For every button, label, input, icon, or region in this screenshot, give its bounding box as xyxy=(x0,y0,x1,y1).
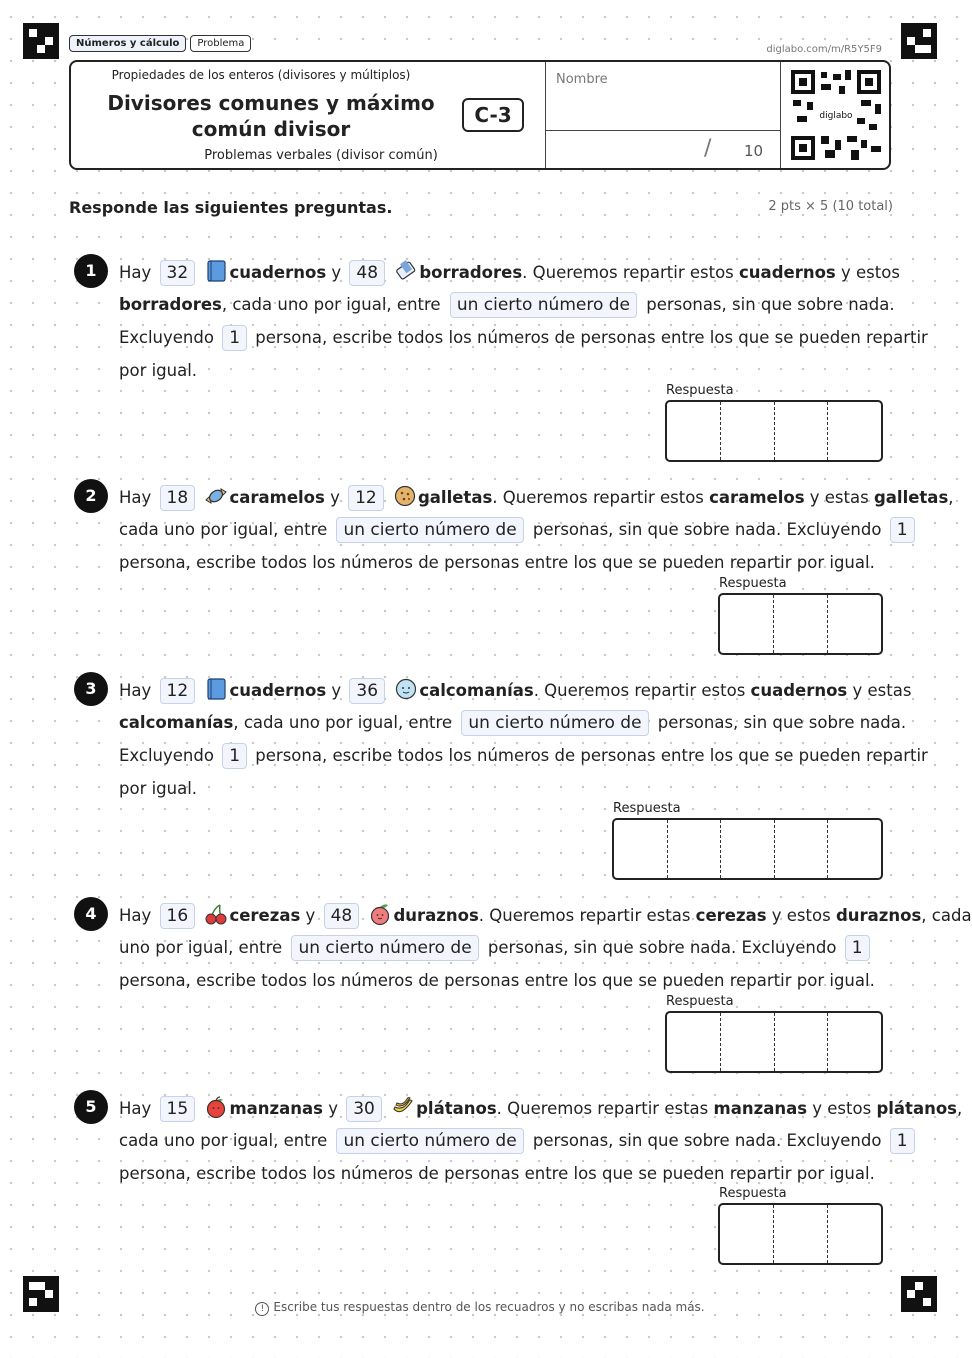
text: Hay xyxy=(119,263,152,282)
answer-cell[interactable] xyxy=(721,820,775,878)
text: persona, escribe todos los números de personas entre los que se pueden repartir por igual. xyxy=(119,553,875,572)
answer-cell[interactable] xyxy=(828,1205,881,1263)
question-line xyxy=(119,1161,875,1187)
category-tags xyxy=(69,35,251,52)
text: persona, escribe todos los números de personas entre los que se pueden repartir por igual. xyxy=(119,1164,875,1183)
text: por igual. xyxy=(119,779,198,798)
answer-label: Respuesta xyxy=(719,576,787,591)
score-total: 10 xyxy=(744,142,764,160)
title-block xyxy=(71,62,546,168)
text: cada uno por igual, entre xyxy=(119,520,328,539)
answer-label: Respuesta xyxy=(666,383,734,398)
text: persona, escribe todos los números de personas entre los que se pueden repartir xyxy=(255,746,928,765)
text: . Queremos repartir estos xyxy=(533,681,751,700)
number-box: 18 xyxy=(160,485,196,511)
text: , xyxy=(948,488,954,507)
text: y estos xyxy=(807,1099,877,1118)
number-box: 48 xyxy=(324,903,360,929)
text: y xyxy=(331,263,342,282)
answer-cell[interactable] xyxy=(828,402,881,460)
answer-cell[interactable] xyxy=(720,595,774,653)
number-box: 1 xyxy=(222,743,247,769)
question-line xyxy=(119,776,197,802)
answer-cell[interactable] xyxy=(775,1013,829,1071)
question-line xyxy=(119,484,954,511)
bold-text: galletas xyxy=(873,488,949,507)
candy-icon xyxy=(204,484,228,508)
text: uno por igual, entre xyxy=(119,938,283,957)
bold-text: duraznos xyxy=(835,906,922,925)
bold-text: caramelos xyxy=(709,488,805,507)
question-line xyxy=(119,1128,918,1154)
answer-box[interactable] xyxy=(665,400,883,462)
bold-text: cerezas xyxy=(695,906,767,925)
subtitle: Problemas verbales (divisor común) xyxy=(204,148,438,163)
answer-cell[interactable] xyxy=(720,1205,774,1263)
question-line xyxy=(119,677,911,704)
number-box: 16 xyxy=(160,903,196,929)
text: persona, escribe todos los números de personas entre los que se pueden repartir por igual. xyxy=(119,971,875,990)
item-name: plátanos xyxy=(416,1099,497,1118)
answer-cell[interactable] xyxy=(828,595,881,653)
name-label: Nombre xyxy=(556,72,608,87)
score-slash: / xyxy=(704,136,712,161)
phrase-box: un cierto número de xyxy=(461,710,648,736)
worksheet-header xyxy=(69,60,891,170)
text: Hay xyxy=(119,681,152,700)
question-line xyxy=(119,292,895,318)
answer-label: Respuesta xyxy=(666,994,734,1009)
text: , cada uno por igual, entre xyxy=(233,713,453,732)
number-box: 30 xyxy=(346,1096,382,1122)
answer-cell[interactable] xyxy=(774,1205,828,1263)
info-icon: ! xyxy=(255,1302,269,1316)
question-line xyxy=(119,743,928,769)
text: , xyxy=(956,1099,963,1118)
notebook-icon xyxy=(204,259,228,283)
bold-text: calcomanías xyxy=(119,713,234,732)
answer-cell[interactable] xyxy=(828,1013,881,1071)
question-line xyxy=(119,550,875,576)
text: y estos xyxy=(766,906,836,925)
text: Hay xyxy=(119,906,152,925)
text: personas, sin que sobre nada. xyxy=(646,295,895,314)
number-box: 32 xyxy=(160,260,196,286)
cherry-icon xyxy=(204,902,228,926)
item-name: borradores xyxy=(419,263,523,282)
answer-cell[interactable] xyxy=(668,820,722,878)
qr-code-icon xyxy=(791,70,881,160)
question-line xyxy=(119,902,972,929)
number-box: 1 xyxy=(845,935,870,961)
text: . Queremos repartir estos xyxy=(492,488,710,507)
bold-text: borradores xyxy=(119,295,222,314)
answer-cell[interactable] xyxy=(775,820,829,878)
corner-marker-top-right xyxy=(901,23,937,59)
footer-text: Escribe tus respuestas dentro de los recuadros y no escribas nada más. xyxy=(273,1300,705,1314)
answer-cell[interactable] xyxy=(614,820,668,878)
answer-cell[interactable] xyxy=(667,402,721,460)
question-number: 1 xyxy=(74,254,108,288)
question-line xyxy=(119,325,928,351)
text: Hay xyxy=(119,488,152,507)
bold-text: cuadernos xyxy=(739,263,836,282)
text: Hay xyxy=(119,1099,152,1118)
answer-box[interactable] xyxy=(612,818,883,880)
item-name: caramelos xyxy=(229,488,325,507)
page-title xyxy=(91,90,451,142)
text: . Queremos repartir estos xyxy=(522,263,740,282)
cookie-icon xyxy=(393,484,417,508)
answer-box[interactable] xyxy=(718,593,883,655)
title-line-2: común divisor xyxy=(191,117,351,141)
text: y xyxy=(305,906,316,925)
text: cada uno por igual, entre xyxy=(119,1131,328,1150)
text: , cada xyxy=(921,906,972,925)
apple-icon xyxy=(204,1095,228,1119)
eraser-icon xyxy=(394,259,418,283)
answer-box[interactable] xyxy=(665,1011,883,1073)
text: Excluyendo xyxy=(119,328,214,347)
instructions: Responde las siguientes preguntas. xyxy=(69,198,393,217)
text: personas, sin que sobre nada. Excluyendo xyxy=(532,520,882,539)
text: y estas xyxy=(847,681,912,700)
worksheet-code: C-3 xyxy=(462,98,524,132)
name-area xyxy=(546,62,781,168)
question-line xyxy=(119,1095,962,1122)
text: personas, sin que sobre nada. Excluyendo xyxy=(487,938,837,957)
text: y estas xyxy=(804,488,874,507)
qr-label: diglabo xyxy=(819,111,853,121)
item-name: cuadernos xyxy=(229,263,327,282)
bold-text: manzanas xyxy=(713,1099,808,1118)
question-number: 2 xyxy=(74,479,108,513)
question-number: 5 xyxy=(74,1090,108,1124)
number-box: 48 xyxy=(349,260,385,286)
corner-marker-top-left xyxy=(23,23,59,59)
question-line xyxy=(119,935,873,961)
item-name: manzanas xyxy=(229,1099,323,1118)
sticker-icon xyxy=(394,677,418,701)
answer-cell[interactable] xyxy=(721,402,775,460)
banana-icon xyxy=(391,1095,415,1119)
answer-cell[interactable] xyxy=(667,1013,721,1071)
text: por igual. xyxy=(119,361,198,380)
text: y xyxy=(328,1099,338,1118)
text: persona, escribe todos los números de personas entre los que se pueden repartir xyxy=(255,328,928,347)
number-box: 15 xyxy=(160,1096,196,1122)
question-line xyxy=(119,259,900,286)
text: . Queremos repartir estas xyxy=(478,906,696,925)
answer-box[interactable] xyxy=(718,1203,883,1265)
peach-icon xyxy=(368,902,392,926)
answer-cell[interactable] xyxy=(828,820,881,878)
bold-text: cuadernos xyxy=(750,681,848,700)
answer-label: Respuesta xyxy=(719,1186,787,1201)
item-name: cerezas xyxy=(229,906,301,925)
answer-cell[interactable] xyxy=(775,402,829,460)
number-box: 1 xyxy=(890,517,915,543)
item-name: galletas xyxy=(417,488,493,507)
phrase-box: un cierto número de xyxy=(336,1128,523,1154)
tag-type: Problema xyxy=(190,35,251,52)
question-line xyxy=(119,968,875,994)
question-number: 4 xyxy=(74,897,108,931)
notebook-icon xyxy=(204,677,228,701)
phrase-box: un cierto número de xyxy=(291,935,478,961)
question-number: 3 xyxy=(74,672,108,706)
text: y xyxy=(330,488,340,507)
item-name: duraznos xyxy=(393,906,479,925)
text: y xyxy=(331,681,342,700)
text: personas, sin que sobre nada. Excluyendo xyxy=(532,1131,882,1150)
text: Excluyendo xyxy=(119,746,214,765)
number-box: 1 xyxy=(222,325,247,351)
question-line xyxy=(119,710,906,736)
text: . Queremos repartir estas xyxy=(496,1099,714,1118)
number-box: 12 xyxy=(160,678,196,704)
question-line xyxy=(119,517,918,543)
footer-note xyxy=(0,1300,960,1316)
answer-cell[interactable] xyxy=(721,1013,775,1071)
supertitle: Propiedades de los enteros (divisores y múltiplos) xyxy=(111,68,411,82)
text: personas, sin que sobre nada. xyxy=(657,713,907,732)
points-info: 2 pts × 5 (10 total) xyxy=(768,199,893,214)
number-box: 1 xyxy=(890,1128,915,1154)
phrase-box: un cierto número de xyxy=(336,517,523,543)
answer-label: Respuesta xyxy=(613,801,681,816)
page-url: diglabo.com/m/R5Y5F9 xyxy=(766,44,882,55)
number-box: 36 xyxy=(349,678,385,704)
text: , cada uno por igual, entre xyxy=(221,295,441,314)
answer-cell[interactable] xyxy=(774,595,828,653)
text: y estos xyxy=(835,263,900,282)
title-line-1: Divisores comunes y máximo xyxy=(107,91,435,115)
item-name: cuadernos xyxy=(229,681,327,700)
name-divider xyxy=(546,130,780,131)
bold-text: plátanos xyxy=(876,1099,957,1118)
item-name: calcomanías xyxy=(419,681,534,700)
question-line xyxy=(119,358,197,384)
phrase-box: un cierto número de xyxy=(450,292,637,318)
number-box: 12 xyxy=(348,485,384,511)
tag-category: Números y cálculo xyxy=(69,35,186,52)
